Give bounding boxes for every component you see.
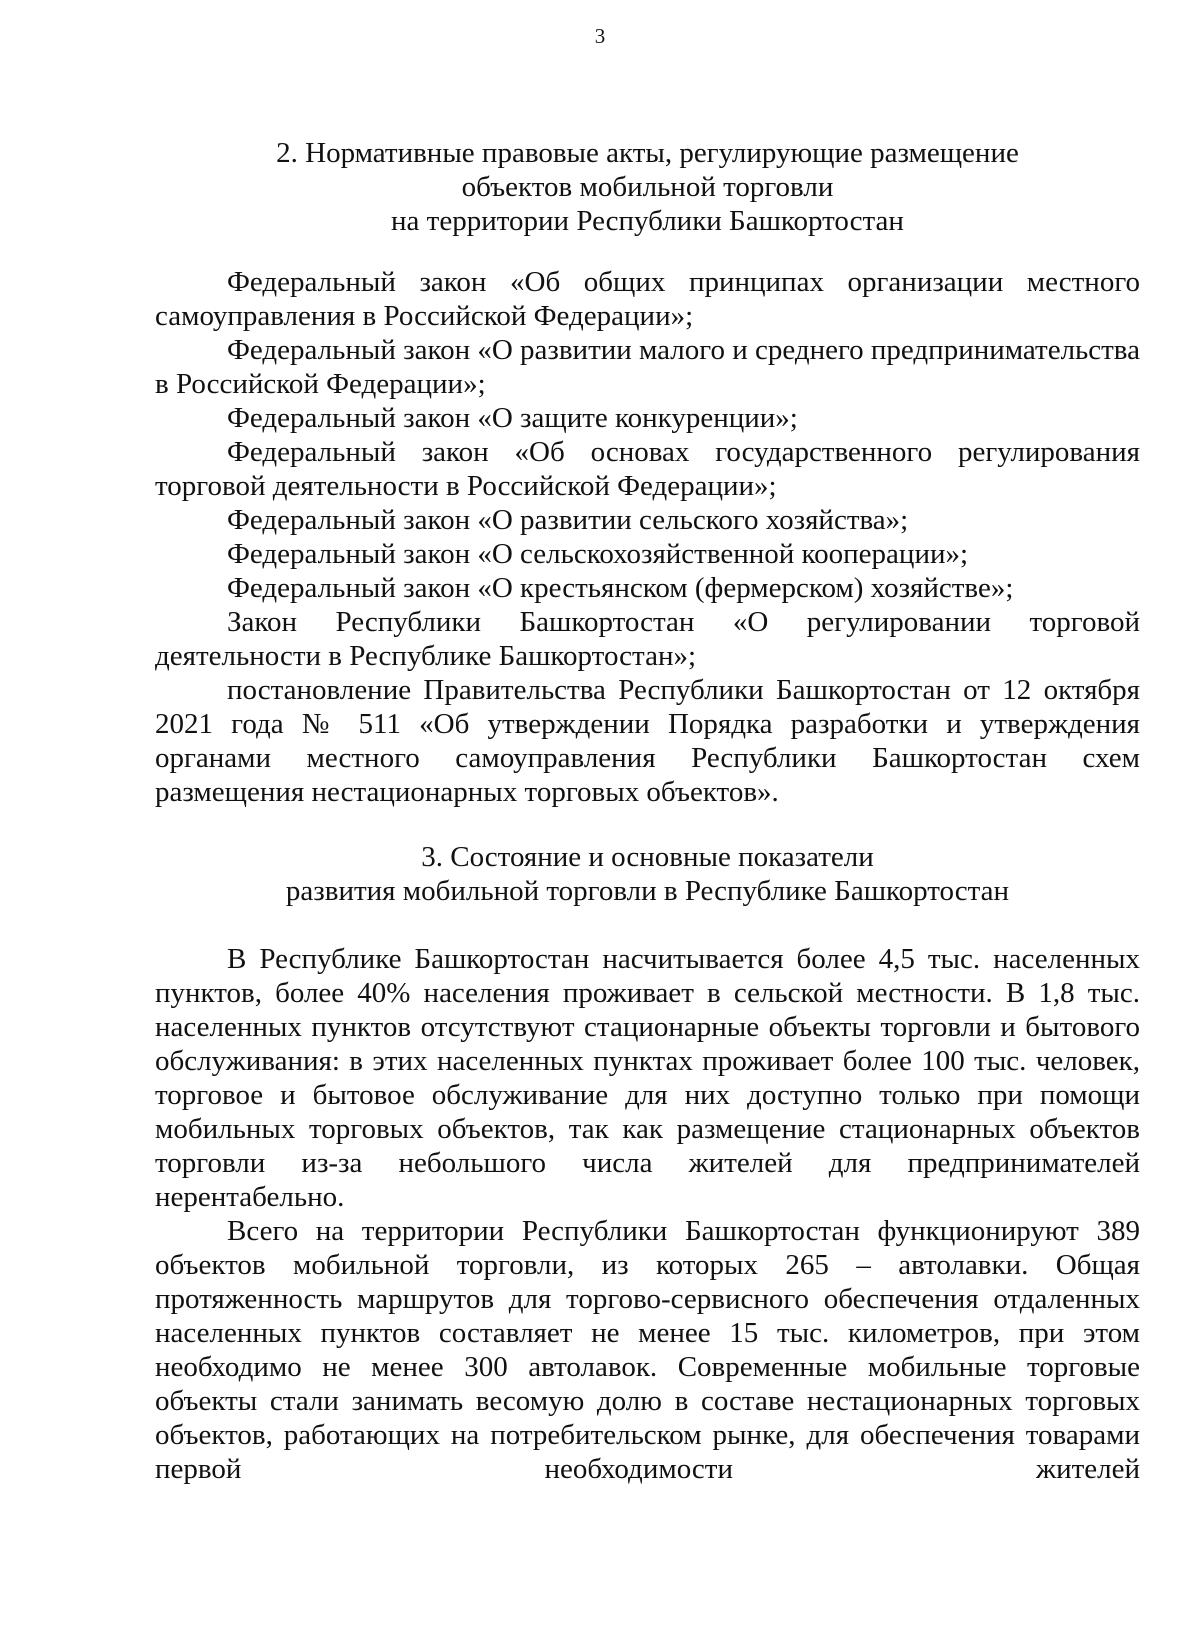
legal-act-paragraph: Федеральный закон «О развитии сельского хозяйства»; xyxy=(227,504,909,536)
section-2-heading-line: на территории Республики Башкортостан xyxy=(391,205,904,237)
section-3-heading-block xyxy=(155,840,1140,908)
section-3-heading-line: развития мобильной торговли в Республике Башкортостан xyxy=(285,875,1010,907)
page-number: 3 xyxy=(594,24,606,48)
section-2-heading-line: 2. Нормативные правовые акты, регулирующие размещение xyxy=(276,137,1019,169)
body-paragraph: Всего на территории Республики Башкортостан функционируют 389 объектов мобильной торговли, из которых 265 – автолавки. Общая протяженность маршрутов для торгово-сервисного обеспечения отдаленных населенных пунктов составляет не менее 15 тыс. километров, при этом необходимо не менее 300 автолавок. Современные мобильные торговые объекты стали занимать весомую долю в составе нестационарных торговых объектов, работающих на потребительском рынке, для обеспечения товарами первой необходимости жителей xyxy=(155,1215,1140,1485)
section-2-body xyxy=(155,265,1140,809)
section-3-body xyxy=(155,942,1140,1486)
body-paragraph: В Республике Башкортостан насчитывается более 4,5 тыс. населенных пунктов, более 40% населения проживает в сельской местности. В 1,8 тыс. населенных пунктов отсутствуют стационарные объекты торговли и бытового обслуживания: в этих населенных пунктах проживает более 100 тыс. человек, торговое и бытовое обслуживание для них доступно только при помощи мобильных торговых объектов, так как размещение стационарных объектов торговли из-за небольшого числа жителей для предпринимателей нерентабельно. xyxy=(155,943,1140,1213)
section-2-heading-block xyxy=(155,136,1140,238)
section-2-heading-line: объектов мобильной торговли xyxy=(461,171,834,203)
legal-act-paragraph: постановление Правительства Республики Башкортостан от 12 октября 2021 года № 511 «Об утверждении Порядка разработки и утверждения органами местного самоуправления Республики Башкортостан схем размещения нестационарных торговых объектов». xyxy=(155,674,1140,808)
section-3-heading-line: 3. Состояние и основные показатели xyxy=(421,841,874,873)
legal-act-paragraph: Федеральный закон «Об основах государственного регулирования торговой деятельности в Российской Федерации»; xyxy=(155,436,1140,502)
section-3-heading xyxy=(155,840,1140,908)
legal-act-paragraph: Федеральный закон «О сельскохозяйственной кооперации»; xyxy=(227,538,969,570)
legal-act-paragraph: Закон Республики Башкортостан «О регулировании торговой деятельности в Республике Башкортостан»; xyxy=(155,606,1140,672)
legal-act-paragraph: Федеральный закон «О крестьянском (фермерском) хозяйстве»; xyxy=(227,572,1014,604)
legal-act-paragraph: Федеральный закон «О развитии малого и среднего предпринимательства в Российской Федерации»; xyxy=(155,334,1140,400)
legal-act-paragraph: Федеральный закон «Об общих принципах организации местного самоуправления в Российской Федерации»; xyxy=(155,266,1140,332)
legal-act-paragraph: Федеральный закон «О защите конкуренции»; xyxy=(227,402,798,434)
section-2-heading xyxy=(155,136,1140,238)
